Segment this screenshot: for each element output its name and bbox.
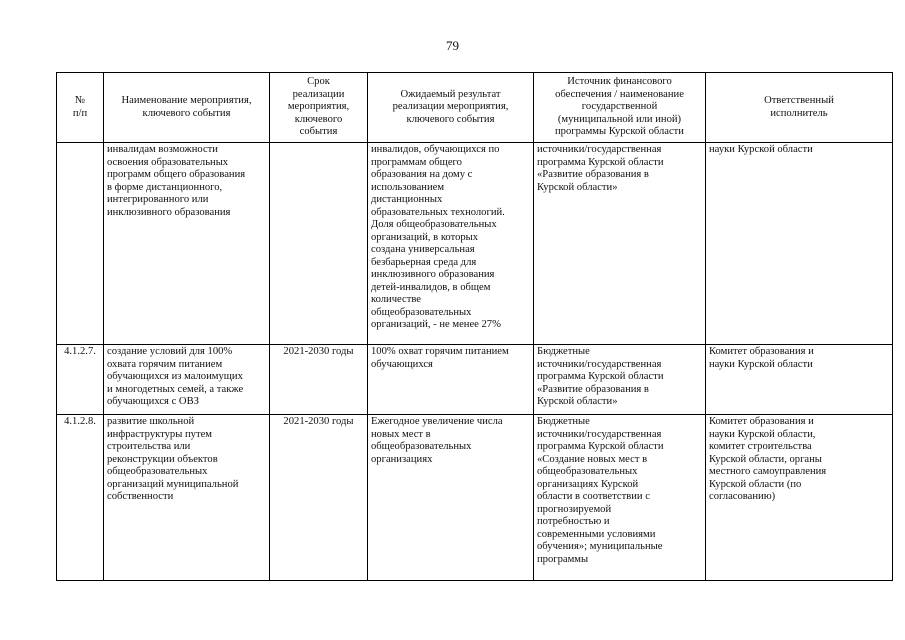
row-term: 2021-2030 годы xyxy=(270,415,368,581)
row-result: инвалидов, обучающихся по программам общего образования на дому с использованием дистанционных образовательных технологий. Доля общеобразовательных организаций, в которых создана универсальная безбарьерная среда для инклюзивного образования детей-инвалидов, в общем количестве общеобразовательных организаций, - не менее 27% xyxy=(368,143,534,345)
row-result: 100% охват горячим питанием обучающихся xyxy=(368,345,534,415)
row-source: источники/государственная программа Курской области «Развитие образования в Курской области» xyxy=(534,143,706,345)
row-num: 4.1.2.8. xyxy=(57,415,104,581)
row-executor: Комитет образования и науки Курской области, комитет строительства Курской области, органы местного самоуправления Курской области (по согласованию) xyxy=(706,415,893,581)
row-source: Бюджетные источники/государственная программа Курской области «Развитие образования в Курской области» xyxy=(534,345,706,415)
header-num: № п/п xyxy=(57,73,104,143)
row-name: инвалидам возможности освоения образовательных программ общего образования в форме дистанционного, интегрированного или инклюзивного образования xyxy=(104,143,270,345)
row-term: 2021-2030 годы xyxy=(270,345,368,415)
events-table xyxy=(56,72,893,581)
row-name: создание условий для 100% охвата горячим питанием обучающихся из малоимущих и многодетных семей, а также обучающихся с ОВЗ xyxy=(104,345,270,415)
table-row xyxy=(57,415,893,581)
row-num xyxy=(57,143,104,345)
header-executor: Ответственный исполнитель xyxy=(706,73,893,143)
row-term xyxy=(270,143,368,345)
header-name: Наименование мероприятия, ключевого события xyxy=(104,73,270,143)
row-name: развитие школьной инфраструктуры путем строительства или реконструкции объектов общеобразовательных организаций муниципальной собственности xyxy=(104,415,270,581)
row-executor: науки Курской области xyxy=(706,143,893,345)
header-source: Источник финансового обеспечения / наименование государственной (муниципальной или иной) программы Курской области xyxy=(534,73,706,143)
table-row xyxy=(57,345,893,415)
header-result: Ожидаемый результат реализации мероприятия, ключевого события xyxy=(368,73,534,143)
row-source: Бюджетные источники/государственная программа Курской области «Создание новых мест в общеобразовательных организациях Курской области в соответствии с прогнозируемой потребностью и современными условиями обучения»; муниципальные программы xyxy=(534,415,706,581)
row-num: 4.1.2.7. xyxy=(57,345,104,415)
table-header-row xyxy=(57,73,893,143)
row-executor: Комитет образования и науки Курской области xyxy=(706,345,893,415)
table-row xyxy=(57,143,893,345)
page-number: 79 xyxy=(446,38,459,53)
header-term: Срок реализации мероприятия, ключевого события xyxy=(270,73,368,143)
row-result: Ежегодное увеличение числа новых мест в общеобразовательных организациях xyxy=(368,415,534,581)
